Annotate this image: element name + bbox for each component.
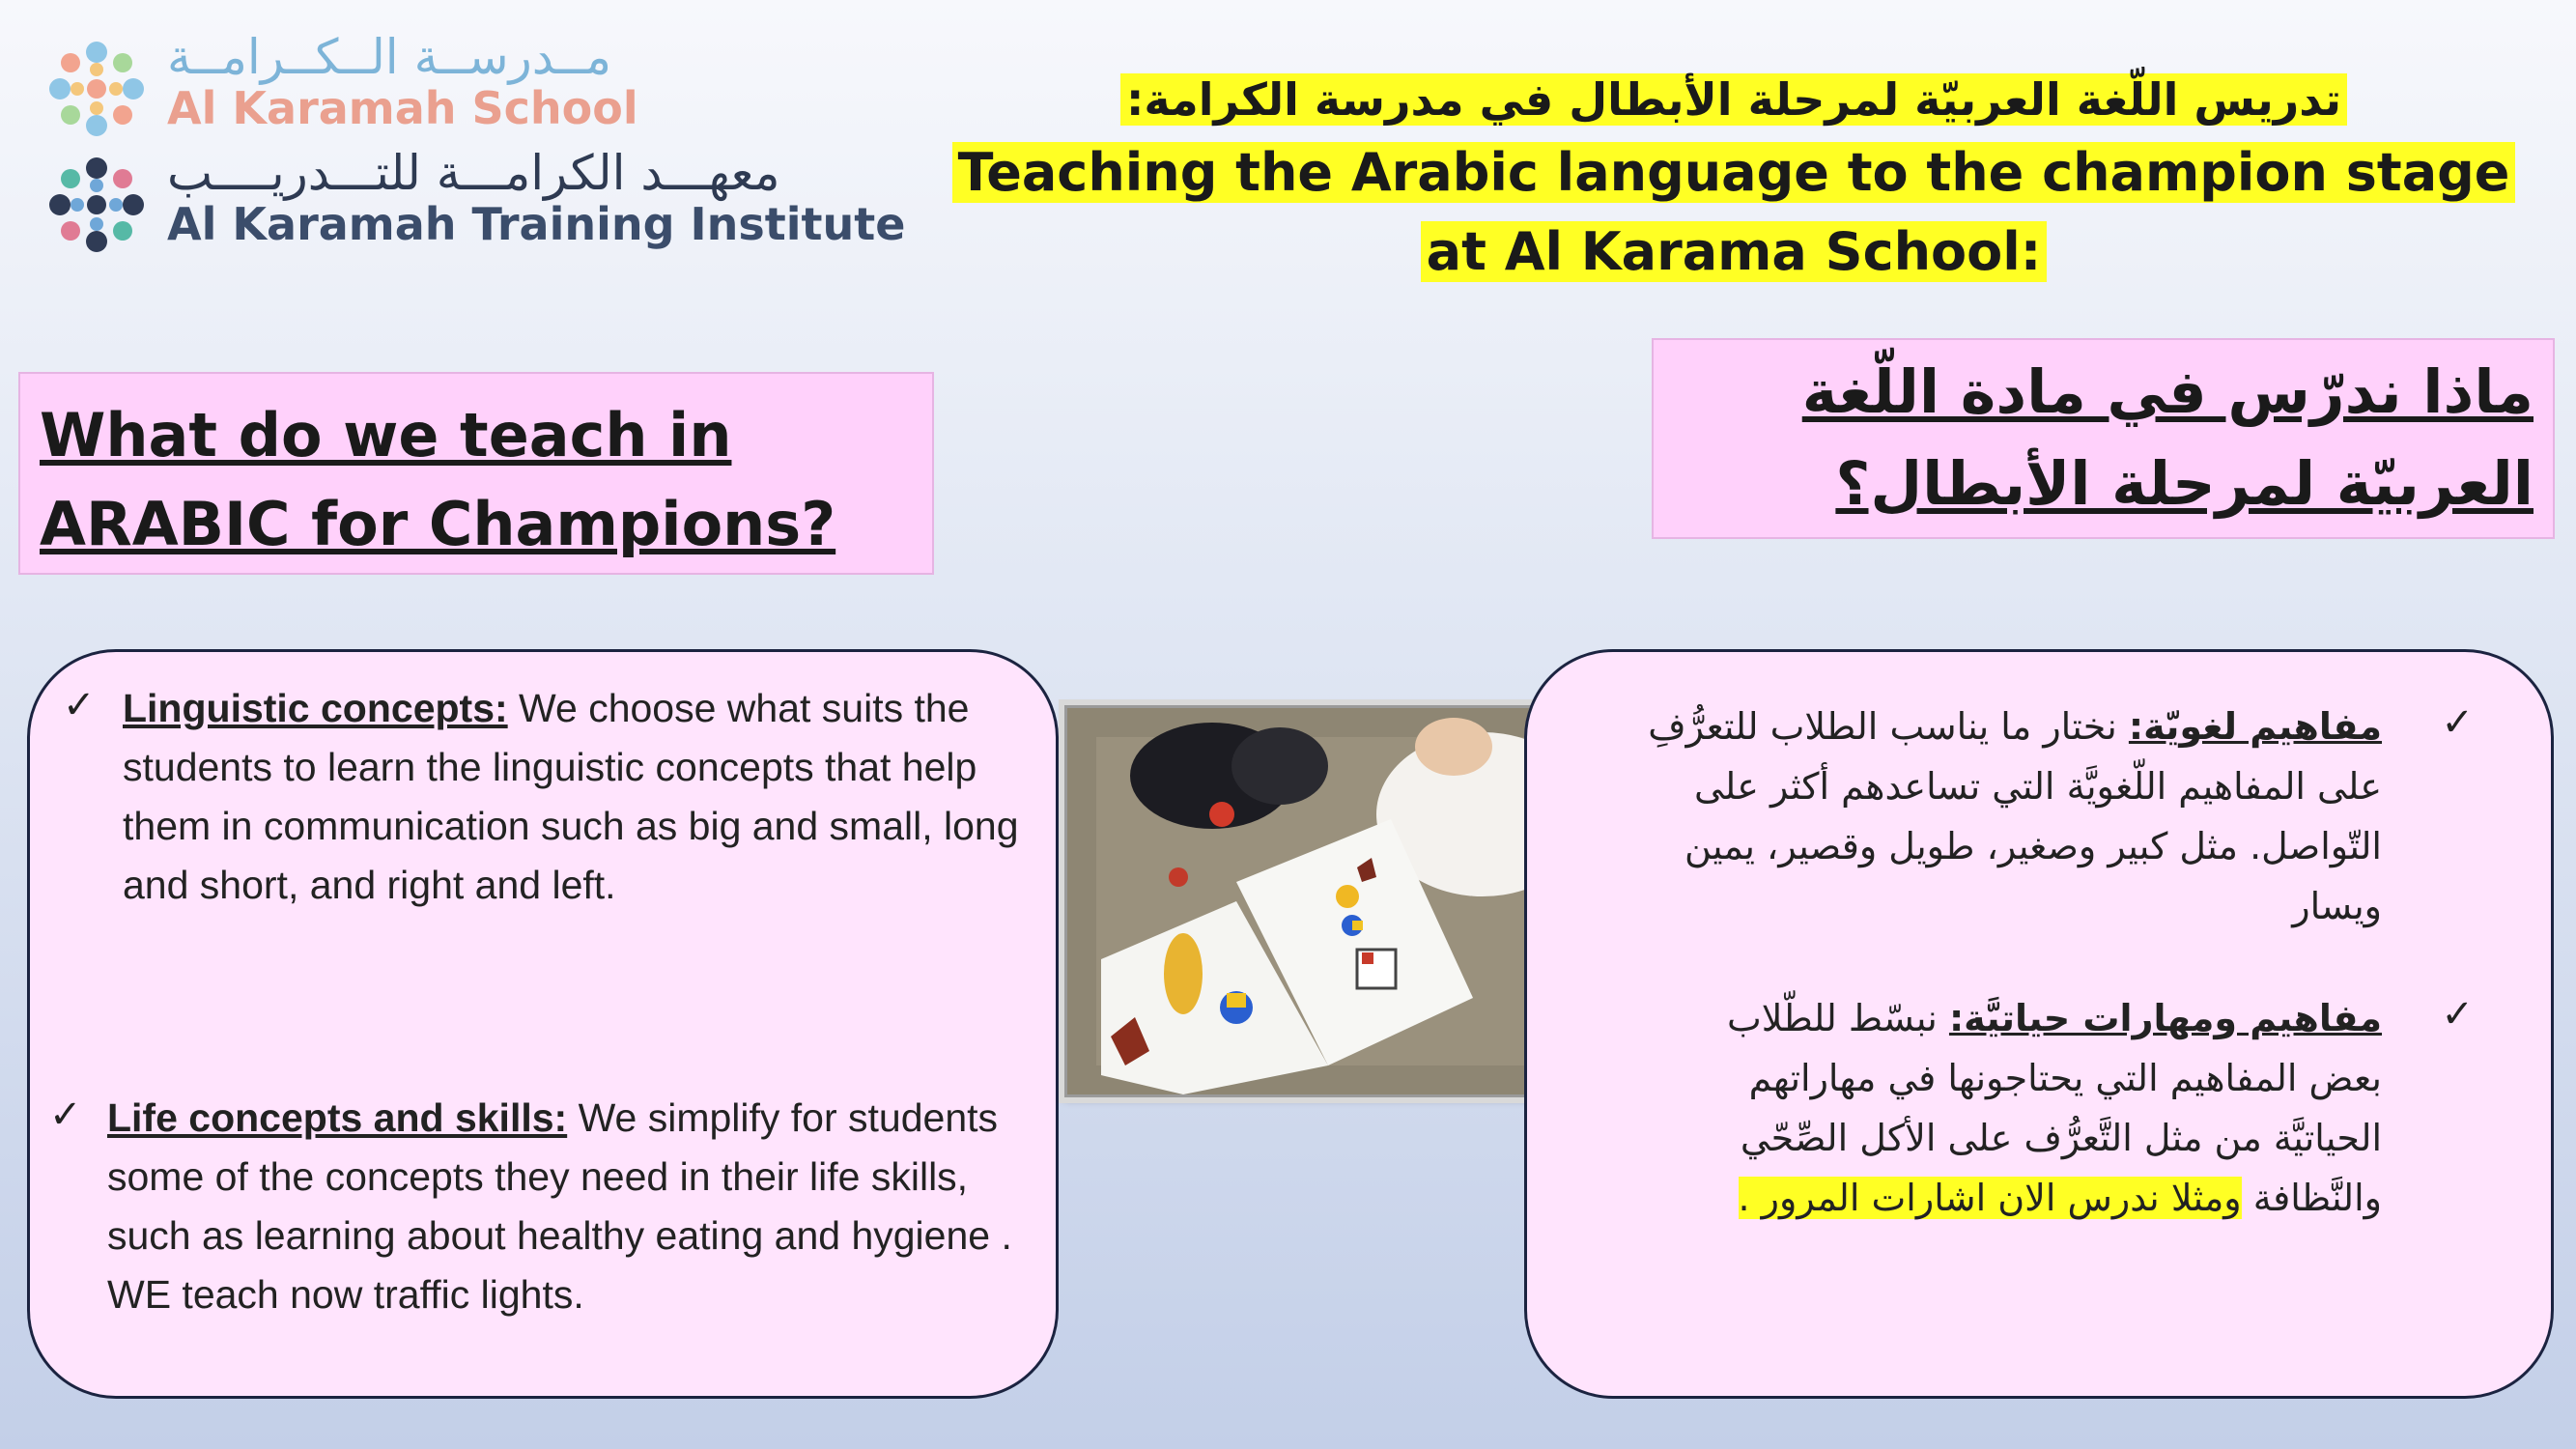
english-question-header <box>18 372 934 575</box>
arabic-item-life-text: نبسّط للطّلاب بعض المفاهيم التي يحتاجونها في مهاراتهم الحياتيَّة من مثل التَّعرُّف على الأكل الصِّحّي والنَّظافة <box>1727 997 2382 1219</box>
title-english: Teaching the Arabic language to the champion stage at Al Karama School: <box>952 142 2516 282</box>
institute-name-arabic: معهـــد الكرامـــة للتـــدريــــب <box>167 145 780 201</box>
arabic-question-text: ماذا ندرّس في مادة اللّغة العربيّة لمرحلة الأبطال؟ <box>1801 356 2534 519</box>
institute-name-english: Al Karamah Training Institute <box>167 198 906 250</box>
arabic-question-header <box>1652 338 2555 539</box>
checkmark-icon: ✓ <box>2441 992 2474 1037</box>
arabic-item-life <box>1648 988 2382 1228</box>
flower-logo-icon <box>37 145 157 266</box>
arabic-content-box <box>1524 649 2554 1399</box>
children-learning-photo <box>1067 708 1570 1094</box>
al-karamah-training-logo <box>37 145 906 261</box>
checkmark-icon: ✓ <box>63 683 96 727</box>
checkmark-icon: ✓ <box>49 1093 82 1137</box>
flower-logo-icon <box>37 29 157 150</box>
al-karamah-school-logo <box>37 29 790 145</box>
english-item-linguistic <box>123 679 1055 915</box>
english-item-life-text: We simplify for students some of the concepts they need in their life skills, such as learning about healthy eating and hygiene . WE teach now traffic lights. <box>107 1095 1012 1317</box>
english-item-linguistic-text: We choose what suits the students to learn the linguistic concepts that help them in communication such as big and small, long and short, and right and left. <box>123 686 1019 907</box>
english-content-box <box>27 649 1059 1399</box>
classroom-photo <box>1064 705 1572 1097</box>
arabic-item-life-highlight: ومثلا ندرس الان اشارات المرور . <box>1738 1177 2242 1219</box>
english-item-life-key: Life concepts and skills: <box>107 1095 568 1140</box>
school-name-arabic: مــدرســة الــكــرامــة <box>167 29 612 85</box>
english-item-linguistic-key: Linguistic concepts: <box>123 686 508 730</box>
checkmark-icon: ✓ <box>2441 700 2474 745</box>
arabic-item-linguistic <box>1648 696 2382 936</box>
english-question-text: What do we teach in ARABIC for Champions? <box>40 400 836 559</box>
arabic-item-life-key: مفاهيم ومهارات حياتيَّة: <box>1948 997 2382 1039</box>
page-title <box>951 66 2516 292</box>
title-arabic: تدريس اللّغة العربيّة لمرحلة الأبطال في مدرسة الكرامة: <box>1120 73 2347 126</box>
arabic-item-linguistic-text: نختار ما يناسب الطلاب للتعرُّفِ على المفاهيم اللّغويَّة التي تساعدهم أكثر على التّواصل. مثل كبير وصغير، طويل وقصير، يمين ويسار <box>1648 705 2382 927</box>
arabic-item-linguistic-key: مفاهيم لغويّة: <box>2128 705 2382 748</box>
school-name-english: Al Karamah School <box>167 82 638 134</box>
english-item-life <box>107 1089 1034 1324</box>
